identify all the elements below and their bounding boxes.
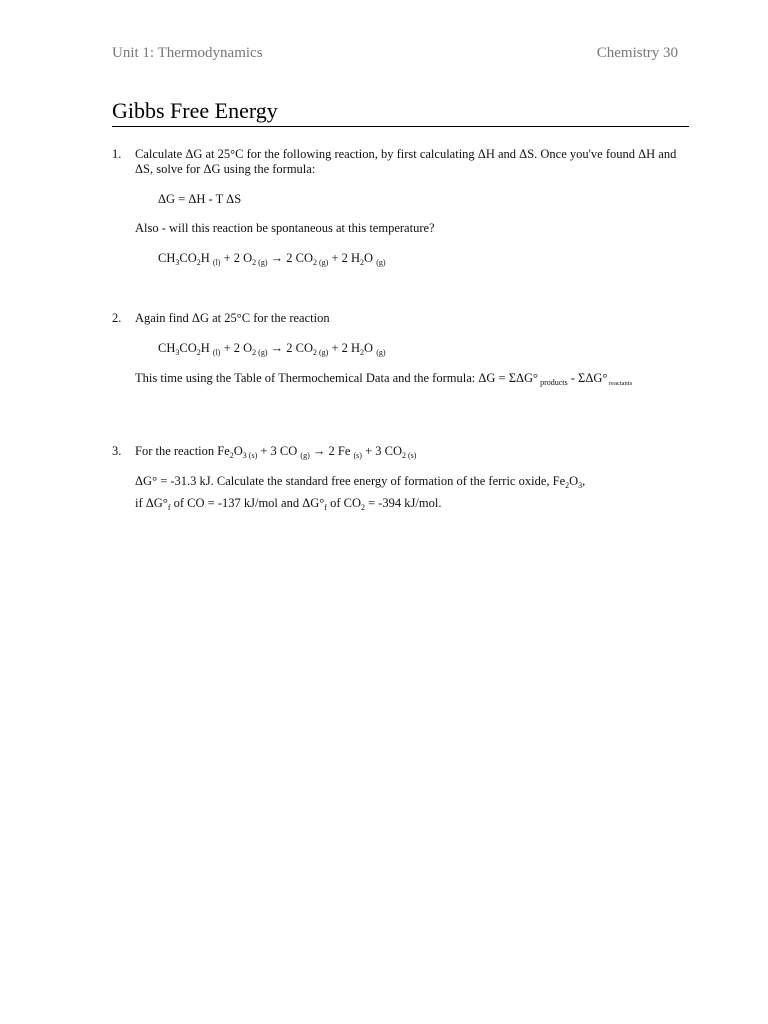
q1-text-line1: Calculate ΔG at 25°C for the following reaction, by first calculating ΔH and ΔS. Once you've found ΔH and bbox=[135, 147, 677, 161]
page-title: Gibbs Free Energy bbox=[112, 98, 278, 123]
q3-text-line3: if $\Delta G^\circ_f$ of CO = -137 kJ/mol and $\Delta G^\circ_f$ of $CO_2 = -394$ kJ/mol. bbox=[135, 496, 442, 512]
unit-header: Unit 1: Thermodynamics bbox=[112, 45, 263, 61]
q2-chemical-equation: $CH_3CO_2H$ $_{(l)}$ + 2 $O_2$ $_{(g)}$ → 2 $CO_2$ $_{(g)}$ + 2 $H_2O$ $_{(g)}$ bbox=[158, 341, 386, 357]
q3-text-line2: ΔG° = -31.3 kJ. Calculate the standard free energy of formation of the ferric oxide, $Fe_2O_3$, bbox=[135, 474, 586, 490]
q1-formula: ΔG = ΔH - T ΔS bbox=[158, 192, 242, 206]
q2-number: 2. bbox=[112, 311, 122, 325]
course-header: Chemistry 30 bbox=[596, 45, 678, 61]
q1-number: 1. bbox=[112, 147, 122, 161]
title-underline bbox=[112, 126, 689, 127]
q3-reaction: For the reaction $Fe_2O_3$ $_{(s)}$ + 3 CO $_{(g)}$ → 2 Fe $_{(s)}$ + 3 $CO_2$ $_{(s)}$ bbox=[135, 444, 417, 460]
q1-chemical-equation: $CH_3CO_2H$ $_{(l)}$ + 2 $O_2$ $_{(g)}$ → 2 $CO_2$ $_{(g)}$ + 2 $H_2O$ $_{(g)}$ bbox=[158, 251, 386, 267]
q2-formula-line: This time using the Table of Thermochemical Data and the formula: ΔG = ΣΔG° $_{products}$ - ΣΔG° $_{reactants}$ bbox=[135, 371, 633, 387]
q1-text-line2: ΔS, solve for ΔG using the formula: bbox=[135, 162, 316, 176]
q3-number: 3. bbox=[112, 444, 122, 458]
q1-spontaneity-question: Also - will this reaction be spontaneous at this temperature? bbox=[135, 221, 435, 235]
q2-text-line1: Again find ΔG at 25°C for the reaction bbox=[135, 311, 330, 325]
